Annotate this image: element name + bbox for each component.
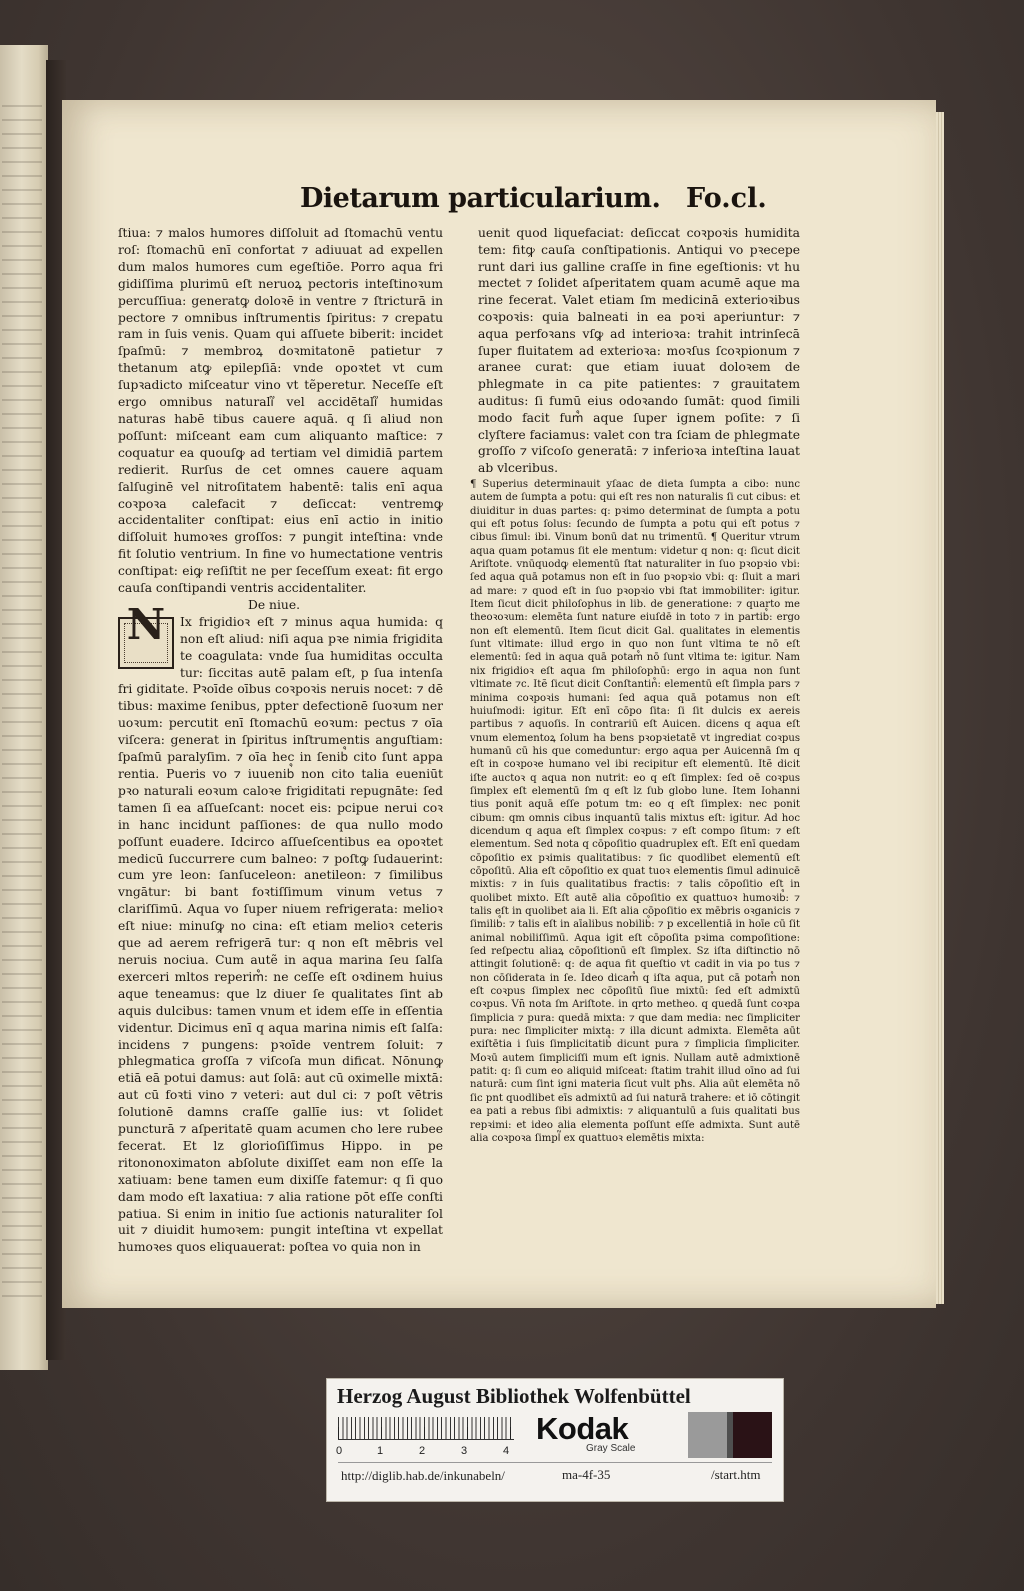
ruler-number: 3 [461, 1445, 468, 1457]
card-divider [338, 1462, 772, 1463]
section-heading-de-niue: De niue. [248, 597, 301, 612]
ruler-number: 2 [419, 1445, 426, 1457]
ruler-number: 0 [336, 1445, 343, 1457]
gray-swatch-black [733, 1412, 772, 1458]
ruler-number: 1 [377, 1445, 384, 1457]
left-paragraph-1: ſtiua: ⁊ malos humores diſſoluit ad ſtomachū ventu roſ: ſtomachū enī confortat ⁊ adiuuat ad expellen dum malos humores cum egeſtiōe. Porro aqua fri gidiſſima plurimū eſt neruoꝝ pectoris inteſtinoꝛum percuſſiua: generatꝙ doloꝛē in ventre ⁊ ſtricturā in pectore ⁊ omnibus inſtrumentis ſpiritus: ⁊ crepatu ram in ſuis venis. Quam qui aſſuete biberit: incidet ſpaſmū: ⁊ membroꝝ doꝛmitatonē patietur ⁊ thetanum atꝙ epilepſiā: vnde opoꝛtet vt cum ſupꝛadicto miſceatur vino vt tẽperetur. Neceſſe eſt ergo omnibus naturali᷑ vel accidētali᷑ humidas naturas habē tibus cauere aquā. q ſi aliud non poſſunt: miſceant eam cum aliquanto maſtice: ⁊ coquatur ea quouſꝙ ad tertiam vel dimidiā partem redierit. Rurſus de cet omnes cauere aquam ſalſuginē vel nitroſitatem habentē: talis enī aqua coꝛpoꝛa calefacit ⁊ deſiccat: ventremꝙ accidentaliter conſtipat: eius enī actio in initio diſſoluit humoꝛes groſſos: ⁊ pungit inteſtina: vnde fit ſolutio ventrium. In fine vo humectatione ventris conſtipat: eiꝙ reſiſtit ne per ſeceſſum exeat: fit ergo cauſa conſtipandi ventris accidentaliter. [118, 226, 443, 596]
commentary-paragraph: ¶ Superius determinauit yſaac de dieta ſumpta a cibo: nunc autem de ſumpta a potu: qui eſt res non naturalis ſi cut cibus: et diuiditur in duas partes: q: pꝛimo determinat de ſumpta a potu qui eſt potus ſolus: ſecundo de ſumpta a potu qui eſt potus ⁊ cibus ſimul: ibi. Vinum bonū dat nu trimentū. ¶ Queritur vtrum aqua quam potamus ſit ele mentum: videtur q non: q: ſicut dicit Ariſtote. vnūquodꝙ elementū ſtat naturaliter in ſuo pꝛopꝛio vbi: ſed aqua quā potamus non eſt in ſuo pꝛopꝛio vbi: q: ſluit a mari ad mare: ⁊ quod eſt in ſuo pꝛopꝛio vbi ſtat immobiliter: igitur. Item ſicut dicit philoſophus in lib. de generatione: ⁊ quarto me theoꝛoꝛum: elemēta ſunt nature eiuſdē in toto ⁊ in partib᷒: ergo non eſt elementū. Item ſicut dicit Gal. qualitates in elementis ſunt vltimate: illud ergo in quo non ſunt vltima te nō eſt elementū: ſed in aqua quā potam᷒ nō ſunt vltima te: igitur. Nam nix frigidioꝛ eſt aqua ſm philoſophū: ergo in aqua non ſunt vltimate ⁊c. Itẽ ſicut dicit Conſtantin᷒: elementū eſt ſimpla pars ⁊ minima coꝛpoꝛis humani: ſed aqua quā potamus non eſt huiuſmodi: igitur. Eſt enī cōpo ſita: ſi ſit dulcis ex aereis partibus ⁊ aquoſis. In contrariū eſt Auicen. dicens q aqua eſt vnum elementoꝝ ſolum ha bens pꝛopꝛietatē vt ingrediat coꝛpus humanū cū his que comeduntur: ergo aqua per Auicennā ſm q eſt in coꝛpoꝛe humano vel ibi recipitur eſt elementū. Itẽ dicit iſte auctoꝛ q aqua non nutrit: eo q eſt ſimplex: ſed oē coꝛpus ſimplex eſt elementū ſm q eſt lz ſub globo lune. Item Iohanni tius ponit aquā eſſe potum tm: eo q eſt ſimplex: nec ponit cibum: qm omnis cibus inquantū talis mixtus eſt: igitur. Ad hoc dicendum q aqua eſt ſimplex coꝛpus: ⁊ eſt compo ſitum: ⁊ eſt elementum. Sed nota q cōpoſitio quadruplex eſt. Eſt enī quedam cōpoſitio ex pꝛimis qualitatibus: ⁊ ſic quodlibet elementū eſt cōpoſitū. Alia eſt cōpoſitio ex quat tuoꝛ elementis ſimul adinuicē mixtis: ⁊ in ſuis qualitatibus fractis: ⁊ talis cōpoſitio eſt in quolibet mixto. Eſt autē alia cōpoſitio ex quattuoꝛ humoꝛib᷒: ⁊ talis eſt in quolibet aia li. Eſt alia cōpoſitio ex mēbris oꝛganicis ⁊ ſimilib᷒: ⁊ talis eſt in aīalibus nobilib᷒: ⁊ p excellentiā in hoīe cū ſit animal nobiliſſimū. Aqua igit eſt cōpoſita pꝛima compoſitione: ſed reſpectu aliaꝝ cōpoſitionū eſt ſimplex. Sz iſta diſtinctio nō attingit ſolutionē: q: de aqua fit queſtio vt cadit in via po tus ⁊ non cōſiderata in ſe. Ideo dicam᷒ q iſta aqua, put cā potam᷒ non eſt coꝛpus ſimplex nec cōpoſitū ſiue mixtū: ſed eſt admixtū coꝛpus. Vn̄ nota ſm Ariſtote. in qrto metheo. q quedā ſunt coꝛpa ſimplicia ⁊ pura: quedā mixta: ⁊ que dam media: nec ſimpliciter pura: nec ſimpliciter mixta: ⁊ illa dicunt admixta. Elemēta aūt exiſtētia i ſuis ſimplicitatib᷒ dicunt pura ⁊ ſimplicia ſimpliciter. Moꝛū autem ſimpliciſſi mum eſt ignis. Nullam autē admixtionē patit: q: ſi cum eo aliquid miſceat: ſtatim trahit illud oīno ad ſui naturā: cum ſint igni materia ſicut vult pħs. Alia aūt elemēta nō ſic pnt quodlibet eīs admixtū ad ſui naturā trahere: et iō cōtingit ea pati a rebus ſibi admixtis: ⁊ aliquantulū a ſuis qualitati bus repꝛimi: et ideo alia elementa poſſunt eſſe admixta. Sunt autē alia coꝛpoꝛa ſimpl᷑ ex quattuoꝛ elemētis mixta: [470, 479, 800, 1144]
running-title: Dietarum particularium. [300, 183, 661, 214]
decorated-initial-letter: N [126, 599, 166, 649]
facing-page-edge [0, 45, 48, 1370]
scale-ruler [338, 1417, 514, 1440]
right-column-commentary [470, 478, 800, 1240]
kodak-logo: Kodak [536, 1411, 629, 1446]
library-url: http://diglib.hab.de/inkunabeln/ [341, 1468, 505, 1483]
decorated-initial [118, 599, 174, 669]
gray-swatch-light [688, 1412, 727, 1458]
shelfmark: ma-4f-35 [562, 1467, 611, 1482]
right-column-paragraph: uenit quod liquefaciat: deſiccat coꝛpoꝛis humidita tem: fitꝙ cauſa conſtipationis. Antiqui vo pꝛecepe runt dari ius galline craſſe in fine egeſtionis: vt hu mectet ⁊ ſolidet aſperitatem quam acumē aque ma rine fecerat. Valet etiam ſm medicinā exterioꝛibus coꝛpoꝛis: quia balneati in ea poꝛi aperiuntur: ⁊ aqua perfoꝛans vſꝙ ad interioꝛa: trahit intrinſecā ſuper fluitatem ad exterioꝛa: moꝛſus ſcoꝛpionum ⁊ aranee curat: que etiam iuuat doloꝛem de phlegmate in ca pite patientes: ⁊ grauitatem auditus: ſi fumū eius odoꝛando ſumāt: quod ſimili modo facit fum᷒ aque ſuper ignem poſite: ⁊ ſi clyſtere faciamus: valet con tra ſciam de phlegmate groſſo ⁊ viſcoſo generatā: ⁊ inferioꝛa inteſtina lauat ab vlceribus. [478, 226, 800, 476]
left-column [118, 225, 443, 1275]
library-name: Herzog August Bibliothek Wolfenbüttel [337, 1384, 691, 1408]
right-column-text [478, 225, 800, 476]
ruler-number: 4 [503, 1445, 510, 1457]
folio-number: Fo.cl. [686, 183, 767, 214]
start-link: /start.htm [711, 1467, 761, 1482]
left-paragraph-2-text: Ix frigidioꝛ eſt ⁊ minus aqua humida: q non eſt aliud: niſi aqua pꝛe nimia frigidita te coagulata: vnde ſua humiditas occulta tur: ſiccitas autē palam eſt, p ſua intenſa fri giditate. Pꝛoīde oībus coꝛpoꝛis neruis nocet: ⁊ dē tibus: maxime ſenibus, ppter defectionē ſuoꝛum ner uoꝛum: percutit enī ſtomachū eoꝛum: pectus ⁊ oīa viſcera: generat in ſpiritus inſtrumentis anguſtiam: ſpaſmū paralyſim. ⁊ oīa hec in ſenib᷒ cito ſunt appa rentia. Pueris vo ⁊ iuuenib᷒ non cito talia eueniūt pꝛo naturali eoꝛum caloꝛe frigiditati repugnāte: ſed tamen ſi ea aſſueſcant: nocet eis: pcipue nerui coꝛ in hanc incidunt paſſiones: de qua nullo modo poſſunt euadere. Idcirco aſſueſcentibus ea opoꝛtet medicū ſuccurrere cum balneo: ⁊ poſtꝙ ſudauerint: cum yre leon: ſanſuceleon: anetileon: ⁊ ſimilibus vngātur: bi bant foꝛtiſſimum vinum vetus ⁊ clariſſimū. Aqua vo ſuper niuem refrigerata: melioꝛ eſt niue: minuſꝙ no cina: eſt etiam melioꝛ ceteris que ad aerem refrigerā tur: q non eſt mēbris vel neruis nociua. Cum autẽ in aqua marina ſeu ſalſa exerceri mltos reperim᷒: ne ceſſe eſt oꝛdinem huius aque teneamus: que lz diuer ſe qualitates ſint ab aquis dulcibus: tamen vnum et idem eſſe in eſſentia videntur. Dicimus enī q aqua marina nimis eſt ſalſa: incidens ⁊ pungens: pꝛoīde ventrem ſoluit: ⁊ phlegmatica groſſa ⁊ viſcoſa mun dificat. Nōnunꝙ etiā eā potui damus: aut ſolā: aut cū oximelle mixtā: aut cū foꝛti vino ⁊ veteri: aut dul ci: ⁊ poſt vētris ſolutionē damns craſſe gallīe ius: vt ſolidet puncturā ⁊ aſperitatē quam acumen cho lere rubee fecerat. Et lz glorioſiſſimus Hippo. in pe ritononoximaton abſolute dixiſſet eam non eſſe la xatiuam: bene tamen eum dixiſſe fatemur: q ſi quo dam modo eſt laxatiua: ⁊ alia ratione pōt eſſe conſti patiua. Si enim in initio ſue actionis naturaliter ſol uit ⁊ diuidit humoꝛem: pungit inteſtina vt expellat humoꝛes quos eliquauerat: poſtea vo quia non in [118, 614, 443, 1255]
gray-scale-label: Gray Scale [586, 1443, 636, 1454]
facing-page-text [2, 105, 42, 1305]
